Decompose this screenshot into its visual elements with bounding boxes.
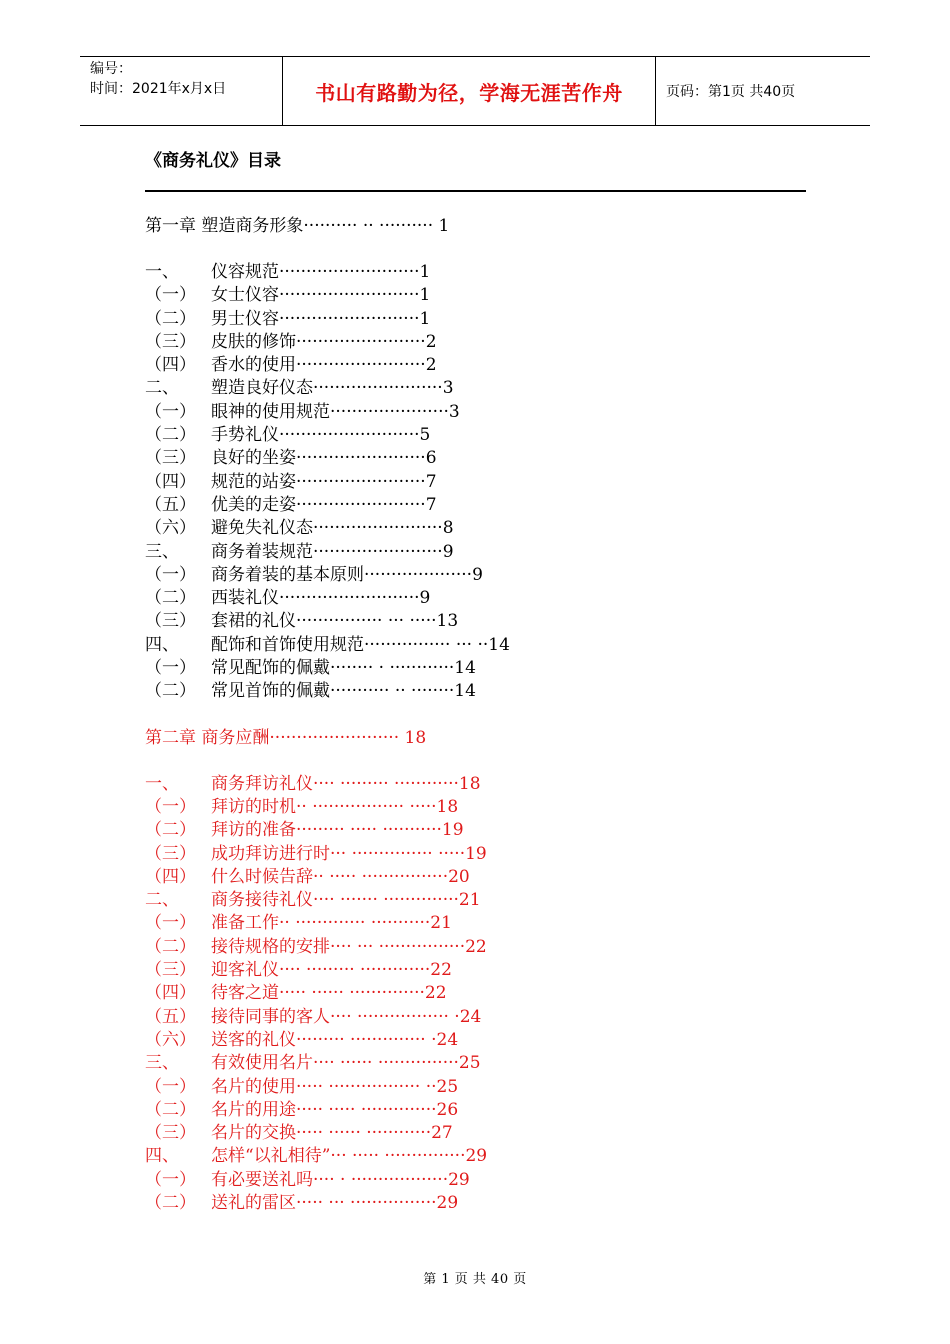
toc-item[interactable]	[145, 1145, 805, 1168]
toc-item-number: （一）	[145, 285, 196, 306]
toc-item-text: 塑造良好仪态························3	[211, 378, 454, 399]
header-page-info: 页码：第1页 共40页	[666, 84, 796, 100]
header-number-label: 编号：	[90, 61, 132, 77]
toc-item-number: （一）	[145, 564, 196, 585]
toc-spacer	[145, 751, 805, 773]
toc-item-text: 有效使用名片···· ······ ···············25	[211, 1053, 481, 1074]
toc-item[interactable]	[145, 1169, 805, 1192]
toc-item-text: 避免失礼仪态························8	[211, 518, 454, 539]
toc-item[interactable]	[145, 1076, 805, 1099]
toc-item-number: （三）	[145, 843, 196, 864]
toc-item-text: 良好的坐姿························6	[211, 448, 437, 469]
toc-item-text: 拜访的准备········· ····· ···········19	[211, 820, 464, 841]
toc-item[interactable]	[145, 447, 805, 470]
toc-item-text: 常见首饰的佩戴··········· ·· ········14	[211, 681, 476, 702]
toc-item[interactable]	[145, 912, 805, 935]
toc-item[interactable]	[145, 1099, 805, 1122]
toc-item-text: 常见配饰的佩戴········ · ············14	[211, 658, 476, 679]
toc-item-text: 香水的使用························2	[211, 355, 437, 376]
toc-item[interactable]	[145, 564, 805, 587]
title-divider	[145, 190, 806, 192]
toc-item-text: 成功拜访进行时··· ··············· ·····19	[211, 843, 487, 864]
toc-item[interactable]	[145, 284, 805, 307]
toc-chapter-2[interactable]: 第二章 商务应酬························ 18	[145, 727, 427, 748]
toc-item-text: 配饰和首饰使用规范················ ··· ··14	[211, 634, 510, 655]
header-meta	[80, 57, 282, 125]
toc-item-number: （三）	[145, 448, 196, 469]
toc-item-text: 拜访的时机·· ················· ·····18	[211, 796, 459, 817]
toc-item-number: （六）	[145, 1029, 196, 1050]
toc-item-number: （二）	[145, 1192, 196, 1213]
toc-item[interactable]	[145, 680, 805, 703]
toc-spacer	[145, 239, 805, 261]
toc-item[interactable]	[145, 1006, 805, 1029]
toc-item[interactable]	[145, 889, 805, 912]
toc-item[interactable]	[145, 494, 805, 517]
toc-item-number: （三）	[145, 1123, 196, 1144]
toc-item-number: （二）	[145, 936, 196, 957]
toc-item-number: （二）	[145, 681, 196, 702]
toc-item-text: 西装礼仪··························9	[211, 588, 431, 609]
toc-item-text: 手势礼仪··························5	[211, 425, 431, 446]
toc-chapter-1-items	[145, 261, 805, 704]
toc-item-text: 准备工作·· ············· ···········21	[211, 913, 452, 934]
toc-item[interactable]	[145, 657, 805, 680]
toc-item[interactable]	[145, 796, 805, 819]
toc-spacer	[145, 704, 805, 726]
toc-item-text: 男士仪容··························1	[211, 308, 431, 329]
toc-item-number: （二）	[145, 1099, 196, 1120]
toc-item-text: 怎样“以礼相待”··· ····· ···············29	[211, 1146, 488, 1167]
toc-item[interactable]	[145, 401, 805, 424]
toc-item-text: 迎客礼仪···· ········· ·············22	[211, 960, 452, 981]
toc-item-number: （一）	[145, 796, 196, 817]
toc-item-text: 接待规格的安排···· ··· ················22	[211, 936, 487, 957]
toc-item[interactable]	[145, 308, 805, 331]
toc-item-number: （一）	[145, 913, 196, 934]
toc-item[interactable]	[145, 634, 805, 657]
toc-item-number: （六）	[145, 518, 196, 539]
page-footer: 第 1 页 共 40 页	[423, 1272, 527, 1287]
toc-item-text: 优美的走姿························7	[211, 494, 437, 515]
toc-item-text: 商务着装规范························9	[211, 541, 454, 562]
table-of-contents	[145, 214, 805, 1215]
toc-item-text: 皮肤的修饰························2	[211, 331, 437, 352]
toc-item[interactable]	[145, 424, 805, 447]
document-title: 《商务礼仪》目录	[145, 151, 281, 171]
toc-item-text: 商务拜访礼仪···· ········· ············18	[211, 773, 481, 794]
toc-item-number: （一）	[145, 658, 196, 679]
toc-item-number: （四）	[145, 866, 196, 887]
toc-item-number: （四）	[145, 983, 196, 1004]
toc-chapter-2-items	[145, 773, 805, 1216]
toc-item-text: 眼神的使用规范······················3	[211, 401, 460, 422]
toc-item-number: （五）	[145, 1006, 196, 1027]
toc-item-number: （三）	[145, 611, 196, 632]
toc-item-text: 接待同事的客人···· ················· ·24	[211, 1006, 482, 1027]
toc-item-text: 有必要送礼吗···· · ··················29	[211, 1169, 470, 1190]
toc-item-number: 一、	[145, 262, 179, 282]
toc-item-number: （四）	[145, 471, 196, 492]
toc-item-number: 二、	[145, 378, 179, 399]
toc-item-number: （三）	[145, 331, 196, 352]
toc-item[interactable]	[145, 331, 805, 354]
toc-item-text: 套裙的礼仪················ ··· ·····13	[211, 611, 459, 632]
toc-item[interactable]	[145, 261, 805, 284]
toc-item-text: 女士仪容··························1	[211, 285, 431, 306]
toc-item-text: 名片的交换····· ······ ············27	[211, 1123, 453, 1144]
toc-item[interactable]	[145, 959, 805, 982]
toc-item-text: 规范的站姿························7	[211, 471, 437, 492]
toc-chapter-1[interactable]: 第一章 塑造商务形象·········· ·· ·········· 1	[145, 216, 450, 236]
toc-item[interactable]	[145, 517, 805, 540]
toc-item-number: （二）	[145, 820, 196, 841]
toc-item[interactable]	[145, 541, 805, 564]
toc-item[interactable]	[145, 936, 805, 959]
toc-item-number: 四、	[145, 634, 179, 655]
toc-item-number: （四）	[145, 355, 196, 376]
toc-item[interactable]	[145, 1192, 805, 1215]
toc-item-number: 三、	[145, 1053, 179, 1074]
page-header	[80, 56, 870, 126]
toc-item-number: 二、	[145, 890, 179, 911]
toc-item-number: （二）	[145, 308, 196, 329]
toc-item[interactable]	[145, 377, 805, 400]
toc-item-text: 名片的使用····· ················· ··25	[211, 1076, 459, 1097]
toc-item-text: 什么时候告辞·· ····· ················20	[211, 866, 470, 887]
toc-item[interactable]	[145, 610, 805, 633]
toc-item-number: （三）	[145, 960, 196, 981]
toc-item[interactable]	[145, 354, 805, 377]
toc-item-number: （二）	[145, 588, 196, 609]
toc-item[interactable]	[145, 982, 805, 1005]
toc-item-number: 四、	[145, 1146, 179, 1167]
toc-item[interactable]	[145, 773, 805, 796]
toc-item[interactable]	[145, 471, 805, 494]
toc-item[interactable]	[145, 1029, 805, 1052]
toc-item[interactable]	[145, 587, 805, 610]
toc-item-number: （五）	[145, 494, 196, 515]
toc-item[interactable]	[145, 1052, 805, 1075]
toc-item-number: （一）	[145, 401, 196, 422]
toc-item[interactable]	[145, 819, 805, 842]
toc-item-text: 商务接待礼仪···· ······· ··············21	[211, 890, 481, 911]
toc-item-text: 名片的用途····· ····· ··············26	[211, 1099, 459, 1120]
header-slogan: 书山有路勤为径，学海无涯苦作舟	[282, 57, 656, 125]
toc-item-text: 送礼的雷区····· ··· ················29	[211, 1192, 459, 1213]
toc-item-text: 待客之道····· ······ ··············22	[211, 983, 447, 1004]
toc-item-number: （一）	[145, 1169, 196, 1190]
toc-item[interactable]	[145, 1122, 805, 1145]
toc-item[interactable]	[145, 866, 805, 889]
toc-item-number: （二）	[145, 425, 196, 446]
toc-item-text: 仪容规范··························1	[211, 262, 431, 282]
toc-item-text: 商务着装的基本原则····················9	[211, 564, 483, 585]
toc-item-text: 送客的礼仪········· ·············· ·24	[211, 1029, 459, 1050]
header-date: 时间：2021年x月x日	[90, 81, 227, 97]
toc-item-number: 三、	[145, 541, 179, 562]
toc-item-number: 一、	[145, 773, 179, 794]
toc-item[interactable]	[145, 843, 805, 866]
toc-item-number: （一）	[145, 1076, 196, 1097]
